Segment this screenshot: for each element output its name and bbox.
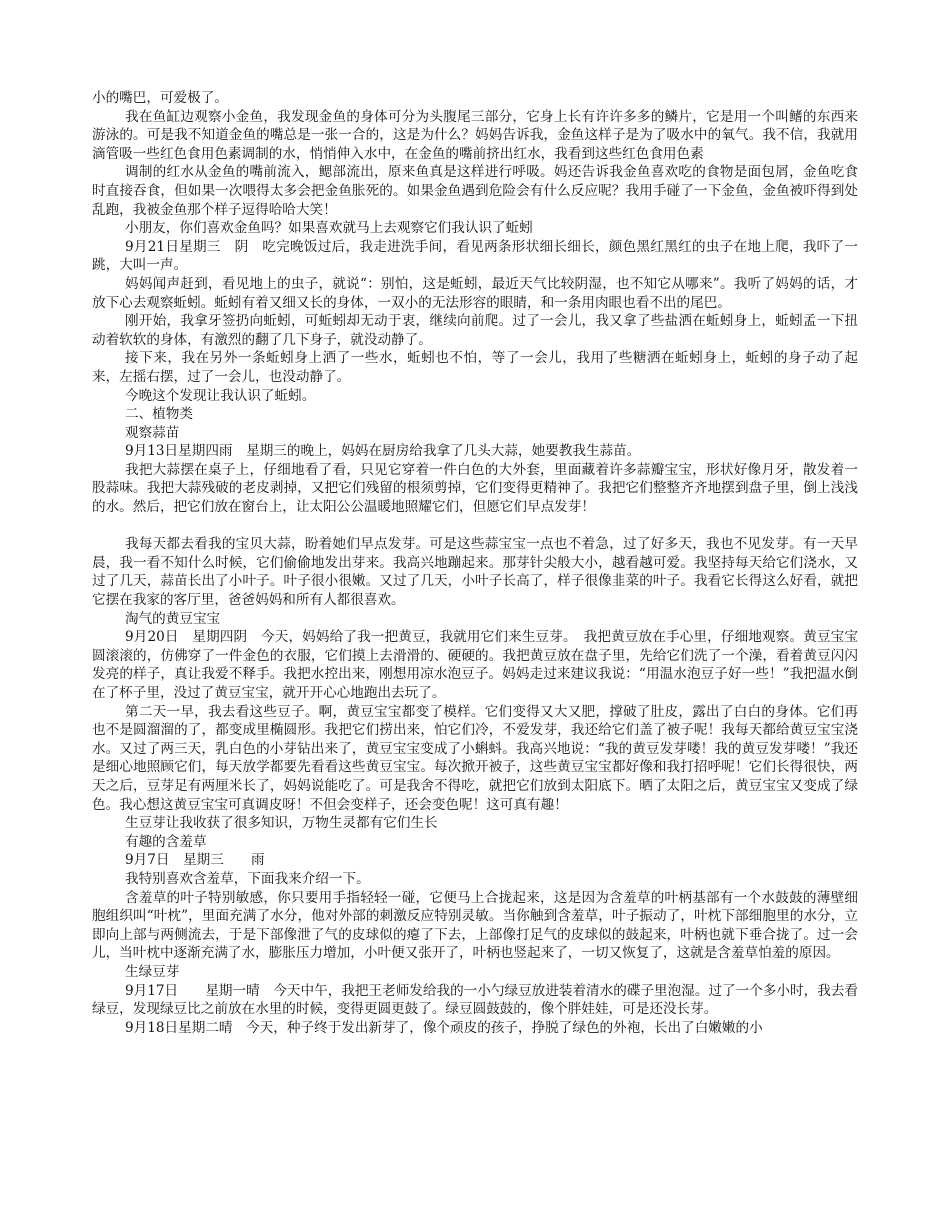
paragraph: 9月21日星期三 阴 吃完晚饭过后，我走进洗手间，看见两条形状细长细长，颜色黑红黑红的虫子在地上爬，我吓了一跳，大叫一声。	[92, 238, 858, 274]
section-heading: 二、植物类	[125, 406, 193, 423]
paragraph: 第二天一早，我去看这些豆子。啊，黄豆宝宝都变了模样。它们变得又大又肥，撑破了肚皮，露出了白白的身体。它们再也不是圆溜溜的了，都变成里椭圆形。我把它们捞出来，怕它们冷，不爱发芽，我还给它们盖了被子呢！我每天都给黄豆宝宝浇水。又过了两三天，乳白色的小芽钻出来了，黄豆宝宝变成了小蝌蚪。我高兴地说：“我的黄豆发芽喽！我的黄豆发芽喽！”我还是细心地照顾它们，每天放学都要先看看这些黄豆宝宝。每次掀开被子，这些黄豆宝宝都好像和我打招呼呢！它们长得很快，两天之后，豆芽足有两厘米长了，妈妈说能吃了。可是我舍不得吃，就把它们放到太阳底下。晒了太阳之后，黄豆宝宝又变成了绿色。我心想这黄豆宝宝可真调皮呀！不但会变样子，还会变色呢！这可真有趣！	[92, 703, 858, 813]
paragraph: 我在鱼缸边观察小金鱼，我发现金鱼的身体可分为头腹尾三部分，它身上长有许许多多的鳞片，它是用一个叫鳍的东西来游泳的。可是我不知道金鱼的嘴总是一张一合的，这是为什么？妈妈告诉我，金鱼这样子是为了吸水中的氧气。我不信，我就用滴管吸一些红色食用色素调制的水，悄悄伸入水中，在金鱼的嘴前挤出红水，我看到这些红色食用色素	[92, 108, 858, 162]
paragraph: 今晚这个发现让我认识了蚯蚓。	[125, 387, 316, 404]
subsection-heading: 生绿豆芽	[125, 963, 180, 980]
paragraph: 妈妈闻声赶到，看见地上的虫子，就说“：别怕，这是蚯蚓，最近天气比较阴湿，也不知它从哪来”。我听了妈妈的话，才放下心去观察蚯蚓。蚯蚓有着又细又长的身体，一双小的无法形容的眼睛，和一条用肉眼也看不出的尾巴。	[92, 275, 858, 311]
paragraph: 9月7日 星期三 雨	[125, 852, 265, 869]
paragraph: 含羞草的叶子特别敏感，你只要用手指轻轻一碰，它便马上合拢起来，这是因为含羞草的叶柄基部有一个水鼓鼓的薄壁细胞组织叫“叶枕”，里面充满了水分，他对外部的刺激反应特别灵敏。当你触到含羞草，叶子振动了，叶枕下部细胞里的水分，立即向上部与两侧流去，于是下部像泄了气的皮球似的瘪了下去，上部像打足气的皮球似的鼓起来，叶柄也就下垂合拢了。过一会儿，当叶枕中逐渐充满了水，膨胀压力增加，小叶便又张开了，叶柄也竖起来了，一切又恢复了，这就是含羞草怕羞的原因。	[92, 889, 858, 962]
paragraph: 我特别喜欢含羞草，下面我来介绍一下。	[125, 870, 370, 887]
paragraph: 9月17日 星期一晴 今天中午，我把王老师发给我的一小勺绿豆放进装着清水的碟子里泡湿。过了一个多小时，我去看绿豆，发现绿豆比之前放在水里的时候，变得更圆更鼓了。绿豆圆鼓鼓的，像个胖娃娃，可是还没长芽。	[92, 982, 858, 1018]
paragraph: 小朋友，你们喜欢金鱼吗？如果喜欢就马上去观察它们我认识了蚯蚓	[125, 220, 533, 237]
document-page	[92, 89, 858, 1037]
paragraph: 9月18日星期二晴 今天，种子终于发出新芽了，像个顽皮的孩子，挣脱了绿色的外袍，长出了白嫩嫩的小	[125, 1019, 763, 1036]
paragraph: 我把大蒜摆在桌子上，仔细地看了看，只见它穿着一件白色的大外套，里面藏着许多蒜瓣宝宝，形状好像月牙，散发着一股蒜味。我把大蒜残破的老皮剥掉，又把它们残留的根须剪掉，它们变得更精神了。我把它们整整齐齐地摆到盘子里，倒上浅浅的水。然后，把它们放在窗台上，让太阳公公温暖地照耀它们，但愿它们早点发芽！	[92, 461, 858, 516]
paragraph: 9月20日 星期四阴 今天，妈妈给了我一把黄豆，我就用它们来生豆芽。 我把黄豆放在手心里，仔细地观察。黄豆宝宝圆滚滚的，仿佛穿了一件金色的衣服，它们摸上去滑滑的、硬硬的。我把黄豆放在盘子里，先给它们洗了一个澡，看着黄豆闪闪发亮的样子，真让我爱不释手。我把水控出来，刚想用凉水泡豆子。妈妈走过来建议我说：“用温水泡豆子好一些！”我把温水倒在了杯子里，没过了黄豆宝宝，就开开心心地跑出去玩了。	[92, 629, 858, 701]
subsection-heading: 观察蒜苗	[125, 424, 180, 441]
paragraph: 调制的红水从金鱼的嘴前流入，鳃部流出，原来鱼真是这样进行呼吸。妈还告诉我金鱼喜欢吃的食物是面包屑，金鱼吃食时直接吞食，但如果一次喂得太多会把金鱼胀死的。如果金鱼遇到危险会有什么反应呢？我用手碰了一下金鱼，金鱼被吓得到处乱跑，我被金鱼那个样子逗得哈哈大笑！	[92, 164, 858, 218]
paragraph: 生豆芽让我收获了很多知识，万物生灵都有它们生长	[125, 815, 438, 832]
subsection-heading: 淘气的黄豆宝宝	[125, 610, 221, 627]
paragraph: 接下来，我在另外一条蚯蚓身上洒了一些水，蚯蚓也不怕，等了一会儿，我用了些糖洒在蚯蚓身上，蚯蚓的身子动了起来，左摇右摆，过了一会儿，也没动静了。	[92, 350, 858, 385]
paragraph: 刚开始，我拿牙签扔向蚯蚓，可蚯蚓却无动于衷，继续向前爬。过了一会儿，我又拿了些盐洒在蚯蚓身上，蚯蚓孟一下扭动着软软的身体，有激烈的翻了几下身子，就没动静了。	[92, 313, 858, 348]
paragraph: 我每天都去看我的宝贝大蒜，盼着她们早点发芽。可是这些蒜宝宝一点也不着急，过了好多天，我也不见发芽。有一天早晨，我一看不知什么时候，它们偷偷地发出芽来。我高兴地蹦起来。那芽针尖般大小，越看越可爱。我坚持每天给它们浇水，又过了几天，蒜苗长出了小叶子。叶子很小很嫩。又过了几天，小叶子长高了，样子很像韭菜的叶子。我看它长得这么好看，就把它摆在我家的客厅里，爸爸妈妈和所有人都很喜欢。	[92, 536, 858, 609]
paragraph: 小的嘴巴，可爱极了。	[92, 90, 228, 106]
subsection-heading: 有趣的含羞草	[125, 833, 207, 850]
paragraph: 9月13日星期四雨 星期三的晚上，妈妈在厨房给我拿了几头大蒜，她要教我生蒜苗。	[125, 443, 641, 460]
blank-line	[92, 517, 858, 536]
